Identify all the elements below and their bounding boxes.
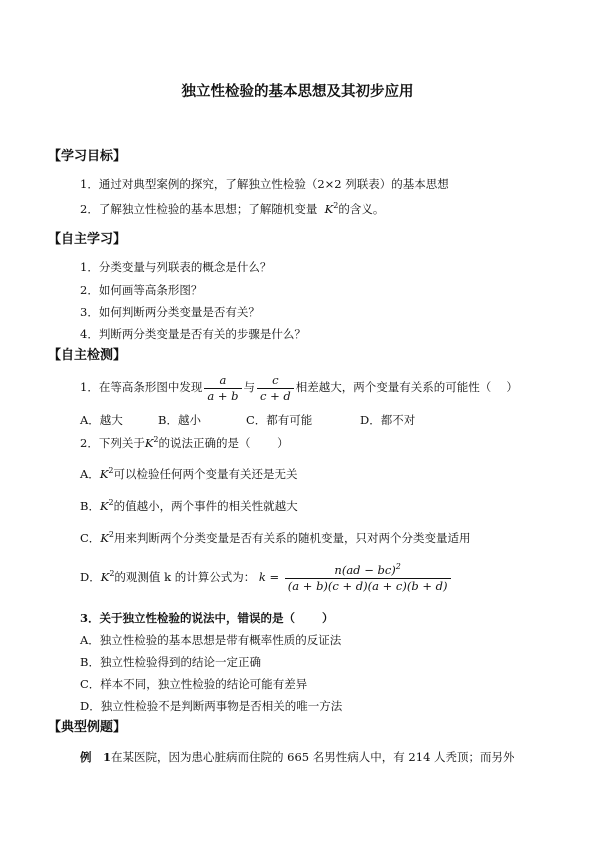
formula-denominator: (a + b)(c + d)(a + c)(b + d) bbox=[287, 578, 448, 593]
q1-pre: 1．在等高条形图中发现 bbox=[80, 380, 203, 394]
q2-pre: 2．下列关于 bbox=[80, 436, 145, 450]
superscript-2: 2 bbox=[108, 466, 114, 476]
page-title: 独立性检验的基本思想及其初步应用 bbox=[181, 84, 414, 100]
variable-k: K bbox=[100, 570, 110, 584]
variable-k: K bbox=[100, 531, 109, 545]
fraction-numerator: c bbox=[257, 373, 294, 389]
example-label: 例 1 bbox=[80, 750, 112, 764]
superscript-2: 2 bbox=[109, 569, 115, 579]
chi-square-formula bbox=[285, 563, 451, 594]
fraction-numerator: a bbox=[204, 373, 241, 389]
study-item-3: 3．如何判断两分类变量是否有关？ bbox=[80, 305, 260, 319]
example-text: 在某医院，因为患心脏病而住院的 665 名男性病人中，有 214 人秃顶；而另外 bbox=[111, 750, 515, 764]
q2-option-c bbox=[80, 530, 471, 546]
fraction-a-over-ab bbox=[204, 373, 241, 404]
example-1 bbox=[80, 749, 515, 765]
fraction-denominator: a + b bbox=[207, 388, 239, 403]
goal-item-2-text: 2．了解独立性检验的基本思想；了解随机变量 bbox=[80, 202, 318, 216]
formula-numerator bbox=[285, 563, 451, 579]
superscript-2: 2 bbox=[108, 498, 114, 508]
goal-item-1: 1．通过对典型案例的探究，了解独立性检验（2×2 列联表）的基本思想 bbox=[80, 177, 449, 191]
q2-option-a-text: 可以检验任何两个变量有关还是无关 bbox=[113, 467, 298, 481]
q3-option-d: D．独立性检验不是判断两事物是否相关的唯一方法 bbox=[80, 699, 343, 713]
q3-option-c: C．样本不同，独立性检验的结论可能有差异 bbox=[80, 677, 308, 691]
question-2 bbox=[80, 435, 289, 451]
formula-numerator-text: n(ad − bc) bbox=[334, 562, 396, 577]
variable-k: K bbox=[324, 202, 334, 216]
fraction-c-over-cd bbox=[257, 373, 294, 404]
q1-mid: 与 bbox=[243, 380, 255, 394]
q2-option-d bbox=[80, 562, 453, 594]
q1-option-c: C．都有可能 bbox=[246, 413, 313, 427]
q1-option-a: A．越大 bbox=[80, 413, 123, 427]
question-1 bbox=[80, 372, 518, 404]
formula-lhs: k = bbox=[258, 570, 280, 584]
q2-option-c-label: C． bbox=[80, 531, 101, 545]
q1-options bbox=[80, 412, 415, 428]
q2-option-b bbox=[80, 498, 298, 514]
study-item-1: 1．分类变量与列联表的概念是什么？ bbox=[80, 260, 272, 274]
q1-post: 相差越大，两个变量有关系的可能性（ ） bbox=[295, 380, 518, 394]
q2-option-b-label: B． bbox=[80, 499, 100, 513]
superscript-2: 2 bbox=[153, 435, 159, 445]
q2-option-d-text: 的观测值 k 的计算公式为： bbox=[114, 570, 256, 584]
study-item-2: 2．如何画等高条形图？ bbox=[80, 283, 203, 297]
variable-k: K bbox=[144, 436, 154, 450]
formula-numerator-exp: 2 bbox=[395, 561, 401, 571]
variable-k: K bbox=[99, 499, 109, 513]
superscript-2: 2 bbox=[333, 201, 339, 211]
superscript-2: 2 bbox=[108, 530, 114, 540]
q2-option-b-text: 的值越小，两个事件的相关性就越大 bbox=[113, 499, 298, 513]
section-heading-goals: 【学习目标】 bbox=[48, 149, 127, 164]
q2-option-a bbox=[80, 466, 298, 482]
q2-option-d-label: D． bbox=[80, 570, 101, 584]
section-heading-self-test: 【自主检测】 bbox=[48, 348, 127, 363]
q3-option-a: A．独立性检验的基本思想是带有概率性质的反证法 bbox=[80, 633, 342, 647]
goal-item-2 bbox=[80, 201, 384, 217]
question-3: 3．关于独立性检验的说法中，错误的是（ ） bbox=[80, 611, 334, 625]
q2-option-a-label: A． bbox=[80, 467, 100, 481]
q1-option-b: B．越小 bbox=[158, 413, 201, 427]
fraction-denominator: c + d bbox=[260, 388, 291, 403]
variable-k: K bbox=[99, 467, 109, 481]
q3-option-b: B．独立性检验得到的结论一定正确 bbox=[80, 655, 261, 669]
section-heading-examples: 【典型例题】 bbox=[48, 720, 127, 735]
study-item-4: 4．判断两分类变量是否有关的步骤是什么？ bbox=[80, 327, 306, 341]
q2-post: 的说法正确的是（ ） bbox=[158, 436, 289, 450]
q1-option-d: D．都不对 bbox=[360, 413, 416, 427]
q2-option-c-text: 用来判断两个分类变量是否有关系的随机变量，只对两个分类变量适用 bbox=[114, 531, 471, 545]
goal-item-2-tail: 的含义。 bbox=[338, 202, 385, 216]
section-heading-self-study: 【自主学习】 bbox=[48, 232, 127, 247]
